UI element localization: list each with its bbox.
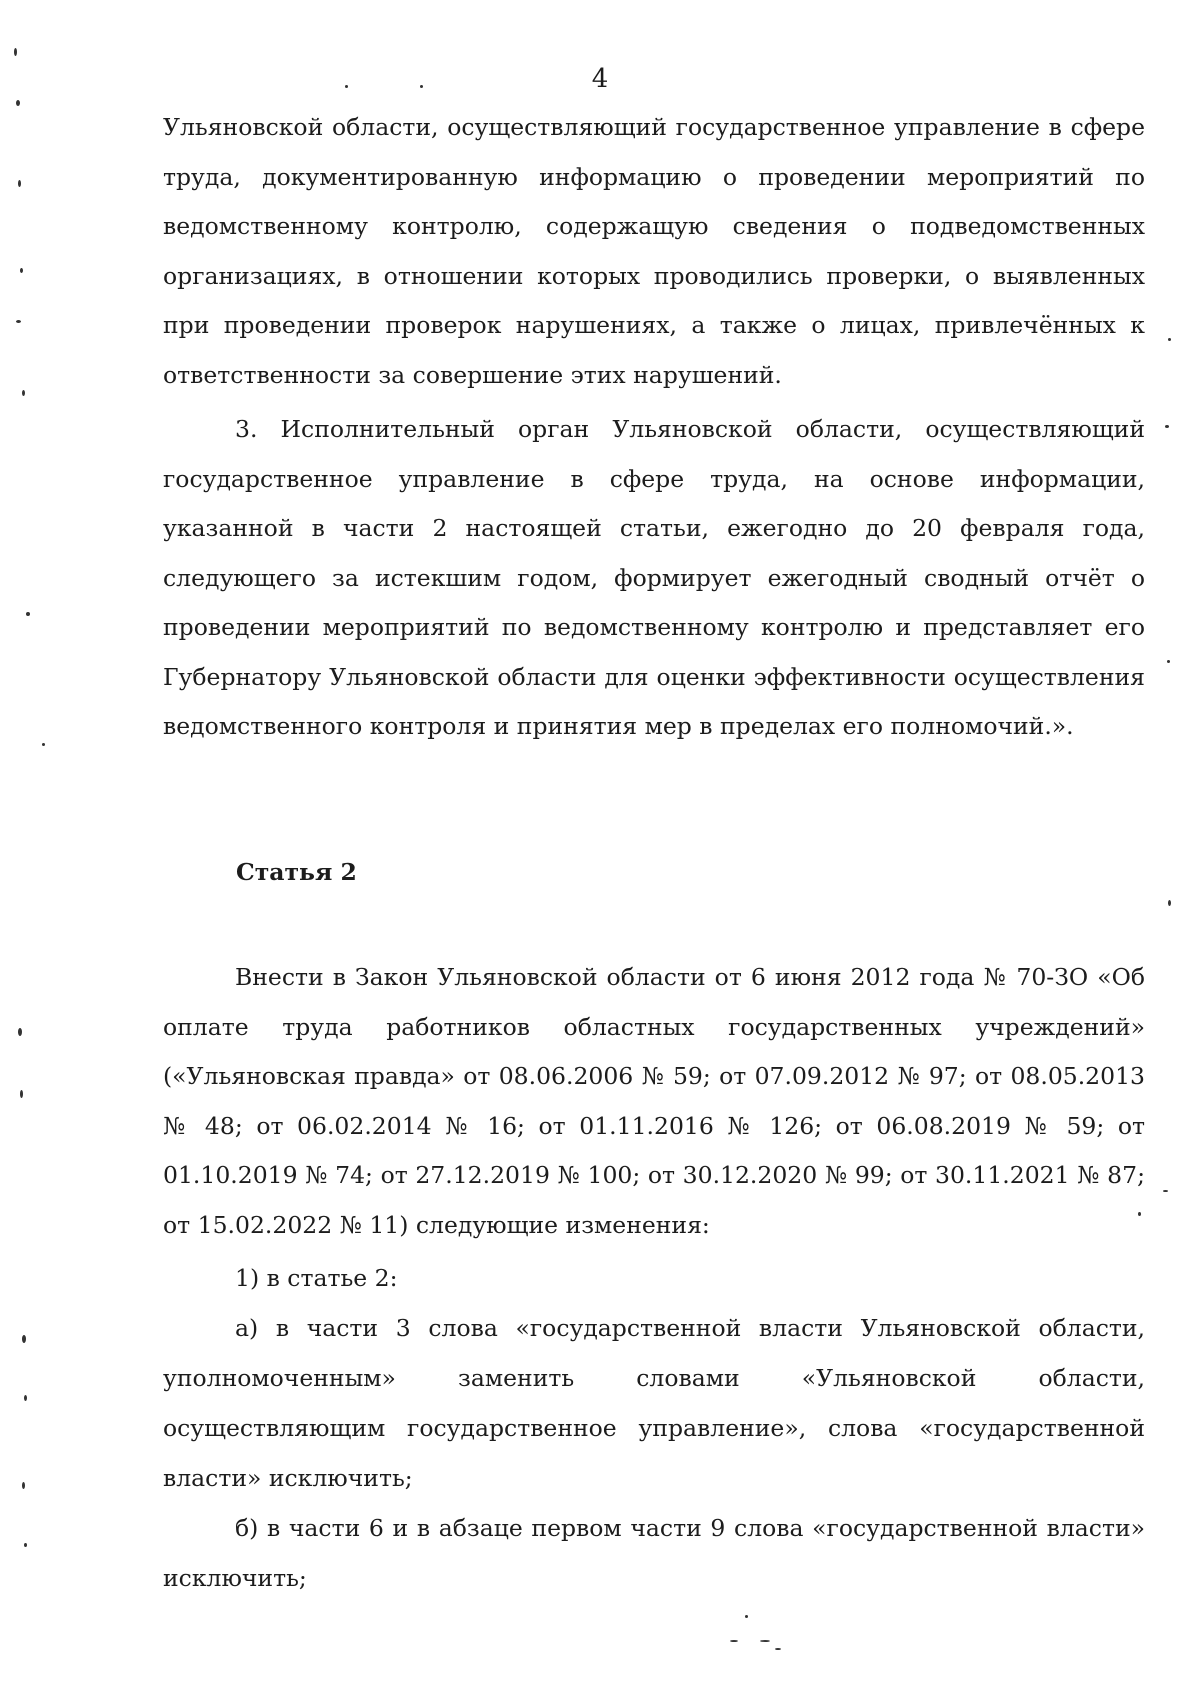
scan-speck: [420, 85, 423, 88]
paragraph-item-1: 1) в статье 2:: [235, 1264, 398, 1292]
scan-speck: [760, 1640, 770, 1642]
paragraph-continuation: Ульяновской области, осуществляющий государственное управление в сфере труда, документированную информацию о проведении мероприятий по ведомственному контролю, содержащую сведения о подведомственных организациях, в отношении которых проводились проверки, о выявленных при проведении проверок нарушениях, а также о лицах, привлечённых к ответственности за совершение этих нарушений.: [163, 113, 1145, 389]
scan-speck: [20, 1090, 23, 1098]
scan-speck: [42, 743, 45, 746]
scan-speck: [24, 1543, 27, 1547]
scan-speck: [26, 612, 30, 616]
scan-speck: [20, 268, 23, 273]
page-number: 4: [591, 64, 609, 94]
scan-speck: [18, 180, 21, 187]
paragraph-subitem-b: б) в части 6 и в абзаце первом части 9 слова «государственной власти» исключить;: [163, 1514, 1145, 1592]
scan-speck: [1163, 1190, 1168, 1192]
scan-speck: [22, 1335, 26, 1343]
scan-speck: [24, 1395, 27, 1401]
scan-speck: [14, 48, 17, 56]
scan-speck: [1165, 425, 1169, 428]
scan-speck: [1138, 1212, 1141, 1216]
scan-speck: [22, 1482, 25, 1489]
paragraph-subitem-a: а) в части 3 слова «государственной власти Ульяновской области, уполномоченным» заменить словами «Ульяновской области, осуществляющим государственное управление», слова «государственной власти» исключить;: [163, 1314, 1145, 1492]
scan-speck: [1167, 660, 1170, 663]
scan-speck: [22, 390, 25, 396]
article-heading: Статья 2: [236, 858, 357, 886]
scan-speck: [16, 100, 20, 106]
scan-speck: [730, 1640, 738, 1642]
paragraph-amendment-intro: Внести в Закон Ульяновской области от 6 июня 2012 года № 70-ЗО «Об оплате труда работников областных государственных учреждений» («Ульяновская правда» от 08.06.2006 № 59; от 07.09.2012 № 97; от 08.05.2013 № 48; от 06.02.2014 № 16; от 01.11.2016 № 126; от 06.08.2019 № 59; от 01.10.2019 № 74; от 27.12.2019 № 100; от 30.12.2020 № 99; от 30.11.2021 № 87; от 15.02.2022 № 11) следующие изменения:: [163, 963, 1145, 1239]
paragraph-part-3: 3. Исполнительный орган Ульяновской области, осуществляющий государственное управление в сфере труда, на основе информации, указанной в части 2 настоящей статьи, ежегодно до 20 февраля года, следующего за истекшим годом, формирует ежегодный сводный отчёт о проведении мероприятий по ведомственному контролю и представляет его Губернатору Ульяновской области для оценки эффективности осуществления ведомственного контроля и принятия мер в пределах его полномочий.».: [163, 415, 1145, 740]
scan-speck: [16, 320, 21, 323]
scan-speck: [775, 1648, 781, 1650]
scan-speck: [1168, 338, 1171, 341]
scan-speck: [18, 1028, 22, 1036]
scan-speck: [745, 1615, 748, 1618]
scan-speck: [345, 85, 348, 88]
scan-speck: [1168, 900, 1171, 906]
